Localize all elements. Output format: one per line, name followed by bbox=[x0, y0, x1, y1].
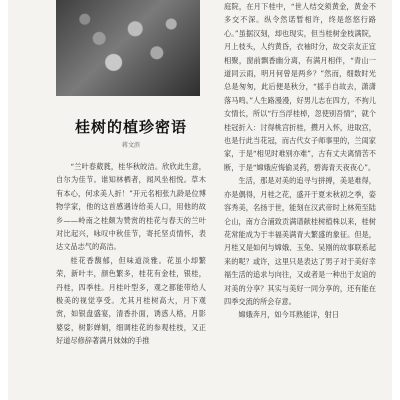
paragraph: 嫦娥奔月，如今耳熟能详，射日 bbox=[238, 310, 340, 320]
magazine-page bbox=[8, 0, 392, 400]
left-column bbox=[56, 160, 206, 400]
paragraph: “兰叶春葳蕤，桂华秋皎洁。欣欣此生意，自尔为佳节。谁知林栖者，闻风坐相悦。草木有本心，何求美人折！”开元名相张九龄是位博物学家，他的这首感遇诗给美人口，用他的故乡——岭南之桂颇为赞赏的桂花与春天的兰叶对比起兴，咏叹中秋佳节，寄托坚贞情怀，表达文品志气的高洁。 bbox=[56, 162, 206, 252]
article-author: 蒋文滨 bbox=[121, 142, 140, 149]
article-title: 桂树的植珍密语 bbox=[74, 118, 187, 136]
right-column bbox=[224, 0, 376, 400]
paragraph: 庭院，在月下桂中，“世人结交须黄金，黄金不多交不深。纵令然诺暂相许，终是悠悠行路心。”虽据汉刻，却也现实，但当桂树金枝满院，月上枝头，人约黄昏，衣袖时分，故交亲友正宜相聚，窗前飘香幽分离，有满月相伴，“青山一道同云雨，明月何曾是两乡？”然而，细数时光总是匆匆，此后便是秋分，“摇手自故去，潇潇落马鸣。”人生路漫漫，好男儿志在四方，不拘儿女情长，所以“行当浮桂棹，忽使别吾情”，就个桂冠折入：讨得桃宫折桂，攒月入怀，进取宫，也是行此当花冠，而古代女子师事里的，兰闺家家，于是“相见时难别亦难”，古有丈夫离情苦不断，于是“嫦娥应悔偷灵药，碧海青天夜夜心”。 bbox=[224, 2, 376, 172]
osmanthus-flower-photo bbox=[56, 0, 200, 96]
paragraph: 桂花香馥郁，但味道淡雅。花虽小却繁荣，新叶丰，颜色繁多，桂花有金桂，银桂，丹桂，四季桂。月桂叶型多，观之都能带给人极美的视觉享受。尤其月桂树高大，月下观赏，如银盘盛宴，清香扑面，诱惑人格，月影婆娑，树影婵娟，细调桂花的参观桂枝，又正好道尽修辞著满月妹妹的手推 bbox=[56, 255, 206, 346]
paragraph: 生活，那是对美的追寻与拼搏，美是难得，亦是偶得，月桂之花，盛开于夏末秋初之季，姿容秀美，名扬于世，能刻在汉武帝时上林苑至陆仑山，南方合浦致贡满谱献桂树植株以来，桂树花常能成为于丰福美满青大繁盛的象征。但是，月桂又是如何与嫦娥、玉兔、吴刚的故事联系起来的呢？或许，这里只是表达了男子对于美好幸福生活的追求与向往，又或者是一种出于友谊的对美的分享？其实与美好一同分享的，还有能在四季交流的所会存意。 bbox=[224, 176, 376, 306]
